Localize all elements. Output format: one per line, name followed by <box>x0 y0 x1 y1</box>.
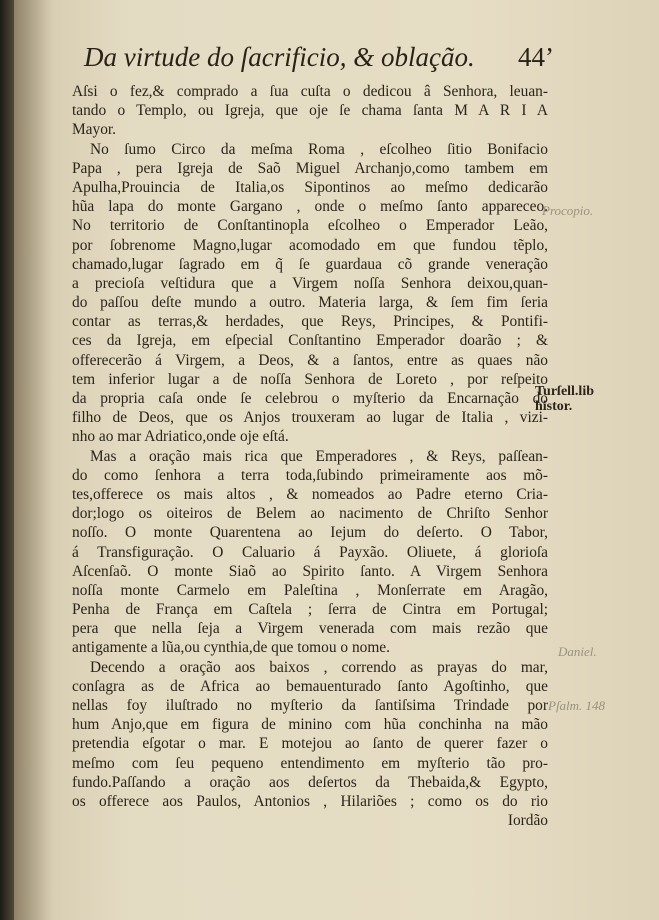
text-line: conſagra as de Africa ao bemauenturado ſanto Agoſtinho, que <box>72 677 548 695</box>
text-line: a precioſa veſtidura que a Virgem noſſa Senhora deixou,quan- <box>72 274 548 292</box>
text-line: os offerece aos Paulos, Antonios , Hilariões ; como os do rio <box>72 792 548 810</box>
text-line: fundo.Paſſando a oração aos deſertos da Thebaida,& Egypto, <box>72 773 548 791</box>
text-line: chamado,lugar ſagrado em q̃ ſe guardaua cõ grande veneração <box>72 255 548 273</box>
text-line: pretendia eſgotar o mar. E motejou ao ſanto de querer fazer o <box>72 735 548 753</box>
text-line: á Transfiguração. O Caluario á Payxão. Oliuete, á glorioſa <box>72 543 548 561</box>
text-line: Iordão <box>507 812 548 830</box>
text-line: por ſobrenome Magno,lugar acomodado em que fundou tẽplo, <box>72 236 548 254</box>
text-line: tes,offerece os mais altos , & nomeados ao Padre eterno Cria- <box>72 485 548 503</box>
margin-note-tursell-line1: Turſell.lib <box>535 384 595 399</box>
text-line: nho ao mar Adriatico,onde oje eſtá. <box>72 428 289 446</box>
text-line: hum Anjo,que em figura de minino com hũa conchinha na mão <box>72 716 548 734</box>
text-line: noſſa monte Carmelo em Paleſtina , Monſerrate em Aragão, <box>72 581 548 599</box>
text-line: antigamente a lũa,ou cynthia,de que tomou o nome. <box>72 639 390 657</box>
text-line: tando o Templo, ou Igreja, que oje ſe chama ſanta M A R I A <box>72 102 548 120</box>
text-line: noſſo. O monte Quarentena ao Iejum do deſerto. O Tabor, <box>72 524 548 542</box>
text-line: contar as terras,& herdades, que Reys, Principes, & Pontifi- <box>72 313 548 331</box>
margin-note-faded-1: Procopio. <box>542 203 594 218</box>
margin-note-faded-3: Pſalm. 148 <box>548 698 606 713</box>
text-line: hũa lapa do monte Gargano , onde o meſmo ſanto appareceo. <box>72 198 548 216</box>
text-line: Aſsi o fez,& comprado a ſua cuſta o dedicou â Senhora, leuan- <box>72 83 548 100</box>
text-line: meſmo com ſeu pequeno entendimento em myſterio tão pro- <box>72 754 548 772</box>
text-line: Papa , pera Igreja de Saõ Miguel Archanjo,como tambem em <box>72 159 548 177</box>
running-head-title: Da virtude do ſacrificio, & oblação. <box>84 42 475 72</box>
text-line: Mas a oração mais rica que Emperadores , & Reys, paſſean- <box>90 447 548 465</box>
text-line: Mayor. <box>72 121 117 139</box>
text-line: tem inferior lugar a de noſſa Senhora de Loreto , por reſpeito <box>72 370 548 388</box>
text-line: da propria caſa onde ſe celebrou o myſterio da Encarnação do <box>72 390 548 407</box>
margin-note-faded-2: Daniel. <box>558 644 597 659</box>
text-line: filho de Deos, que os Anjos trouxeram ao lugar de Italia , vizi- <box>72 409 548 427</box>
margin-note-tursell-line2: histor. <box>535 399 573 414</box>
running-head <box>84 42 554 82</box>
page-number: 44’ <box>518 42 554 72</box>
text-line: No ſumo Circo da meſma Roma , eſcolheo ſitio Bonifacio <box>90 140 548 158</box>
body-text <box>72 82 548 830</box>
text-line: Apulha,Prouincia de Italia,os Sipontinos ao meſmo dedicarão <box>72 178 548 196</box>
text-line: dor;logo os oiteiros de Belem ao nacimento de Chriſto Senhor <box>72 505 548 523</box>
text-line: nellas foy iluſtrado no myſterio da ſantiſsima Trindade por <box>72 697 548 714</box>
text-line: Decendo a oração aos baixos , correndo as prayas do mar, <box>90 658 548 676</box>
text-line: do paſſou deſte mundo a outro. Materia larga, & ſem fim ſeria <box>72 294 548 312</box>
text-line: No territorio de Conſtantinopla eſcolheo o Emperador Leão, <box>72 217 548 235</box>
text-line: offerecerão á Virgem, a Deos, & a ſantos, entre as quaes não <box>72 351 548 369</box>
margin-note-tursell <box>535 384 627 414</box>
text-line: ces da Igreja, em eſpecial Conſtantino Emperador doarão ; & <box>72 332 548 350</box>
book-page <box>14 0 659 920</box>
text-line: Penha de França em Caſtela ; ſerra de Cintra em Portugal; <box>72 601 548 619</box>
text-line: pera que nella ſeja a Virgem venerada com mais rezão que <box>72 620 548 638</box>
text-line: Aſcenſaõ. O monte Siaõ ao Spirito ſanto. A Virgem Senhora <box>72 562 548 580</box>
text-line: do como ſenhora a terra toda,ſubindo primeiramente aos mõ- <box>72 466 548 484</box>
